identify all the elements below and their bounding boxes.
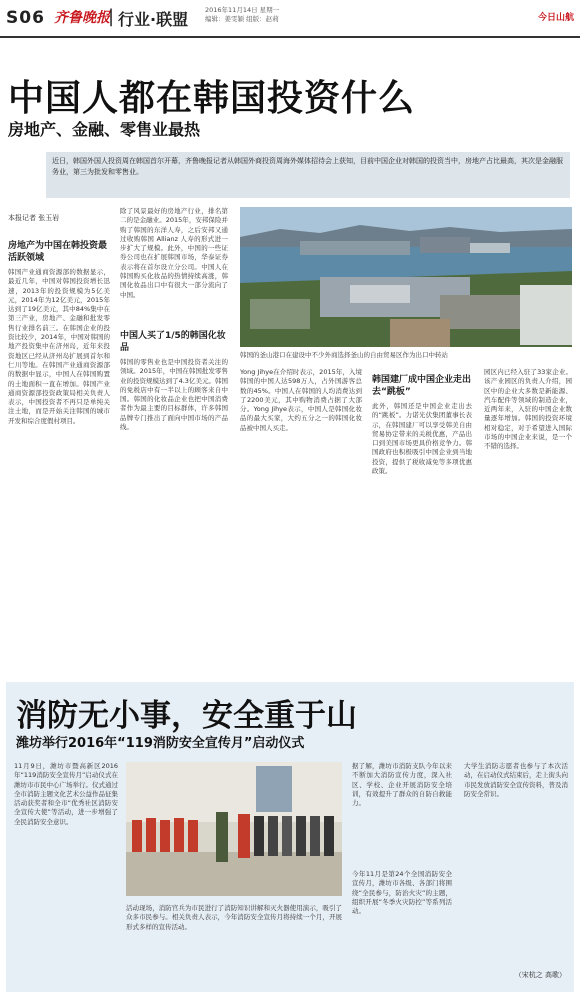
issue-info bbox=[205, 6, 279, 24]
fire-column-3: 据了解，潍坊市消防支队今年以来不断加大消防宣传力度，深入社区、学校、企业开展消防安全培训，有效提升了群众的自防自救能力。 bbox=[352, 762, 452, 808]
page-header bbox=[0, 0, 580, 38]
fire-column-4: 今年11月是第24个全国消防安全宣传月，潍坊市各级、各部门将围绕“全民参与，防治火灾”的主题，组织开展“冬季火灾防控”等系列活动。 bbox=[352, 870, 452, 916]
subheading-cosmetics: 中国人买了1/5的韩国化妆品 bbox=[120, 331, 226, 353]
harbor-photo bbox=[240, 207, 572, 347]
newspaper-logo: 齐鲁晚报 bbox=[54, 10, 110, 26]
photo-caption: 韩国的釜山港口在建设中不少外商选择釜山的自由贸易区作为出口中转站 bbox=[240, 351, 448, 359]
fire-column-1: 11月9日，潍坊市暨高新区2016年“119消防安全宣传月”启动仪式在潍坊市市民中心广场举行。仪式通过全市消防主题文化艺术公益作品征集活动获奖者和全市“优秀社区消防安全宣传大使”等活动，进一步增强了全民消防安全意识。 bbox=[14, 762, 118, 826]
fire-safety-headline: 消防无小事，安全重于山 bbox=[16, 698, 357, 734]
harbor-photo-image bbox=[240, 207, 572, 347]
section-title: 行业·联盟 bbox=[118, 10, 189, 29]
editor-credit: 编辑：姜雯颖 组版：赵莉 bbox=[205, 15, 279, 23]
page-number: S06 bbox=[6, 8, 45, 28]
author-credit: （宋杭之 高歌） bbox=[514, 971, 566, 979]
byline: 本报记者 张玉岩 bbox=[8, 214, 60, 222]
fire-safety-subhead: 潍坊举行2016年“119消防安全宣传月”启动仪式 bbox=[16, 736, 305, 751]
body-column-4: Yong Jihye在介绍时表示，2015年，入境韩国的中国人达598万人，占外国游客总数的45%。中国人在韩国的人均消费达到了2200美元，其中购物消费占据了大部分。Yong Jihye表示，中国人是韩国化妆品的最大买家，大约五分之一的韩国化妆品被中国人买走。 bbox=[240, 368, 362, 432]
body-column-6: 园区内已经入驻了33家企业。该产业园区的负责人介绍，园区中的企业大多数是新能源、汽车配件等领域的制造企业，近两年来，入驻的中国企业数量逐年增加。韩国的投资环境相对稳定，对于希望进入国际市场的中国企业来说，是一个不错的选择。 bbox=[484, 368, 572, 451]
subheading-real-estate: 房地产为中国在韩投资最活跃领域 bbox=[8, 241, 108, 263]
fire-column-2: 活动现场，消防官兵为市民进行了消防知识讲解和灭火器使用演示，吸引了众多市民参与。相关负责人表示，今年消防安全宣传月将持续一个月，开展形式多样的宣传活动。 bbox=[126, 904, 342, 931]
ceremony-photo-image bbox=[126, 762, 342, 896]
article-headline: 中国人都在韩国投资什么 bbox=[8, 78, 416, 119]
body-column-5: 此外，韩国还是中国企业走出去的“跳板”。力诺光伏集团董事长表示，在韩国建厂可以享受韩美自由贸易协定带来的关税优惠，产品出口到美国市场更具价格竞争力。韩国政府也积极吸引中国企业到当地投资，提供了税收减免等多项优惠政策。 bbox=[372, 402, 472, 476]
body-column-1: 韩国产业通商资源部的数据显示，最近几年，中国对韩国投资增长迅速，2013年的投资规模为5亿美元，2014年为12亿美元，2015年达到了19亿美元，其中84%集中在第三产业，房地产、金融和批发零售行业排名前三。在韩国企业的投资比较少，2014年，中国对韩国的地产投资集中在济州岛，近年来投资地区已经从济州岛扩展到首尔和仁川等地。在韩国产业通商资源部的数据中显示，中国人在韩国购置的土地面积一直在增加。韩国产业通商资源部投资政策局相关负责人表示，中国投资者不再只是单纯关注土地，而是开始关注韩国的城市开发和综合度假村项目。 bbox=[8, 268, 110, 425]
article-subhead: 房地产、金融、零售业最热 bbox=[8, 120, 201, 139]
issue-date: 2016年11月14日 星期一 bbox=[205, 6, 280, 14]
article-lead: 近日，韩国外国人投资周在韩国首尔开幕，齐鲁晚报记者从韩国外商投资周海外媒体招待会上获知，目前中国企业对韩国的投资当中，房地产占比最高，其次是金融服务业，第三为批发和零售业。 bbox=[46, 152, 570, 198]
fire-column-5: 大学生消防志愿者也参与了本次活动，在启动仪式结束后，走上街头向市民发放消防安全宣传资料，普及消防安全常识。 bbox=[464, 762, 568, 798]
section-tag: 今日山航 bbox=[537, 13, 574, 23]
body-column-3: 韩国的零售业也是中国投资者关注的领域。2015年，中国在韩国批发零售业的投资规模达到了4.3亿美元。韩国的免税店中有一半以上的顾客来自中国。韩国的化妆品企业也把中国消费者作为最主要的目标群体，许多韩国品牌专门推出了面向中国市场的产品线。 bbox=[120, 358, 228, 432]
header-divider: | bbox=[108, 6, 115, 27]
ceremony-photo bbox=[126, 762, 342, 896]
subheading-factory: 韩国建厂成中国企业走出去“跳板” bbox=[372, 375, 472, 397]
body-column-2: 除了风景最好的房地产行业，排名第二的是金融业。2015年，安邦保险并购了韩国的东洋人寿，之后安邦又通过收购韩国 Allianz 人寿的形式进一步扩大了规模。此外，中国的一些证券公司也在扩展韩国市场，华泰证券表示将在首尔设立分公司。中国人在韩国购买化妆品的热情持续高涨，韩国化妆品出口中有很大一部分流向了中国。 bbox=[120, 207, 228, 299]
